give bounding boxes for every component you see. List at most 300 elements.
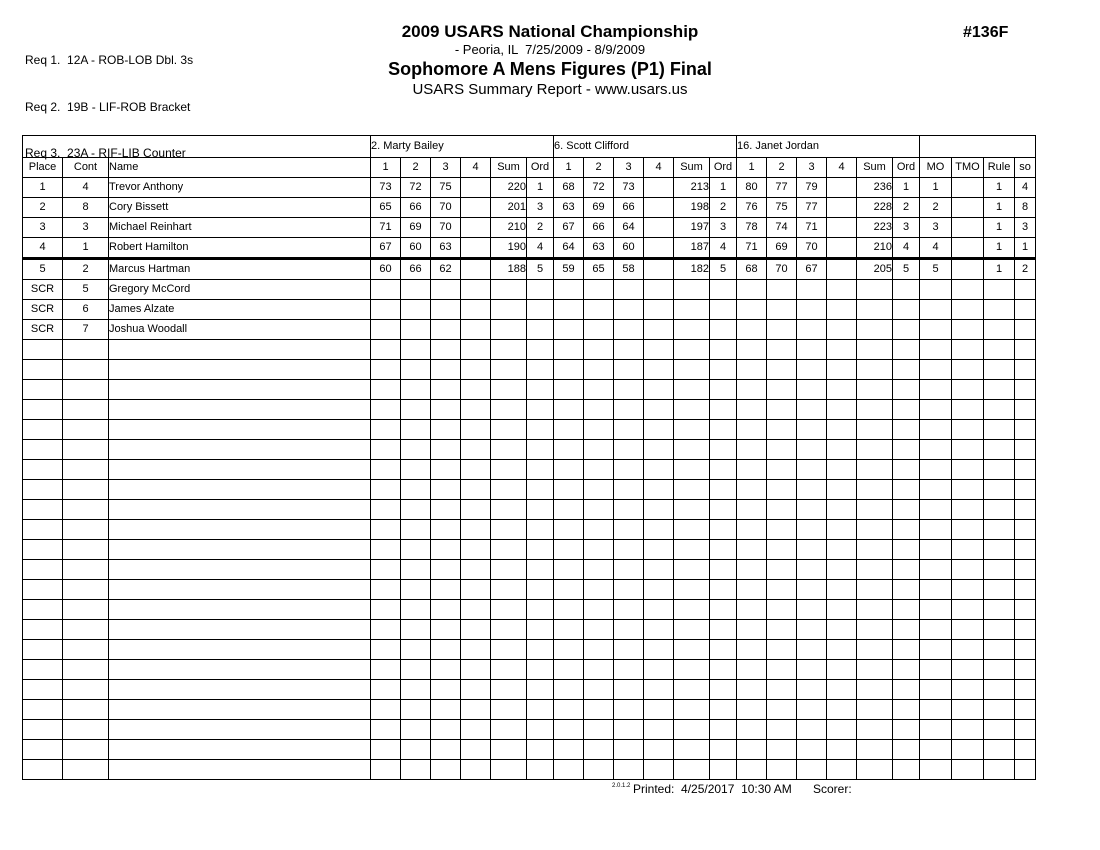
score-cell: 79: [797, 178, 827, 198]
score-cell: [737, 680, 767, 700]
sum-cell: [674, 320, 710, 340]
cont-cell: [63, 620, 109, 640]
sum-cell: [491, 600, 527, 620]
score-cell: [827, 480, 857, 500]
rule-header: Rule: [984, 158, 1015, 178]
score-col-header: 2: [767, 158, 797, 178]
rule-cell: [984, 620, 1015, 640]
place-cell: SCR: [23, 300, 63, 320]
score-cell: [614, 480, 644, 500]
score-cell: [461, 700, 491, 720]
mo-cell: [920, 760, 952, 780]
score-cell: [431, 660, 461, 680]
ord-cell: [527, 600, 554, 620]
score-cell: [461, 680, 491, 700]
sum-cell: 187: [674, 238, 710, 259]
score-cell: [614, 420, 644, 440]
score-cell: [737, 540, 767, 560]
score-cell: [737, 380, 767, 400]
score-cell: [644, 640, 674, 660]
score-cell: [737, 500, 767, 520]
name-cell: Gregory McCord: [109, 280, 371, 300]
score-cell: [584, 600, 614, 620]
sum-cell: [674, 300, 710, 320]
score-cell: [644, 740, 674, 760]
name-cell: Cory Bissett: [109, 198, 371, 218]
place-cell: [23, 480, 63, 500]
place-cell: [23, 440, 63, 460]
score-cell: [614, 300, 644, 320]
name-cell: [109, 720, 371, 740]
sum-cell: [491, 640, 527, 660]
ord-cell: [710, 720, 737, 740]
score-cell: [614, 760, 644, 780]
mo-cell: 2: [920, 198, 952, 218]
score-cell: [371, 420, 401, 440]
so-cell: 8: [1015, 198, 1036, 218]
ord-cell: [527, 340, 554, 360]
cont-cell: [63, 440, 109, 460]
sum-cell: [491, 460, 527, 480]
score-cell: [371, 700, 401, 720]
ord-cell: 2: [710, 198, 737, 218]
score-cell: [371, 480, 401, 500]
ord-cell: 5: [893, 259, 920, 280]
score-cell: [827, 700, 857, 720]
score-cell: [767, 600, 797, 620]
tmo-cell: [952, 640, 984, 660]
place-cell: [23, 740, 63, 760]
empty-row: [23, 460, 1036, 480]
score-cell: [371, 400, 401, 420]
score-cell: [644, 600, 674, 620]
score-col-header: 1: [554, 158, 584, 178]
empty-row: [23, 520, 1036, 540]
score-cell: [431, 620, 461, 640]
score-cell: [644, 198, 674, 218]
ord-cell: 4: [893, 238, 920, 259]
name-cell: [109, 740, 371, 760]
score-cell: [827, 259, 857, 280]
place-cell: [23, 460, 63, 480]
tmo-cell: [952, 680, 984, 700]
score-cell: [644, 540, 674, 560]
score-cell: [827, 320, 857, 340]
rule-cell: [984, 320, 1015, 340]
score-cell: [461, 460, 491, 480]
tmo-cell: [952, 520, 984, 540]
score-cell: 63: [554, 198, 584, 218]
score-cell: [797, 660, 827, 680]
sum-cell: [857, 400, 893, 420]
so-cell: [1015, 340, 1036, 360]
ord-cell: [893, 500, 920, 520]
score-cell: [797, 300, 827, 320]
score-cell: [767, 360, 797, 380]
so-cell: [1015, 280, 1036, 300]
ord-cell: [527, 420, 554, 440]
score-cell: [767, 280, 797, 300]
sum-cell: [857, 500, 893, 520]
score-cell: [584, 340, 614, 360]
sum-cell: 198: [674, 198, 710, 218]
sum-cell: 188: [491, 259, 527, 280]
cont-cell: 8: [63, 198, 109, 218]
score-cell: [797, 620, 827, 640]
empty-row: [23, 740, 1036, 760]
sum-header: Sum: [491, 158, 527, 178]
score-cell: [644, 660, 674, 680]
cont-cell: 5: [63, 280, 109, 300]
sum-cell: [674, 360, 710, 380]
name-cell: [109, 520, 371, 540]
sum-cell: 223: [857, 218, 893, 238]
score-cell: 69: [767, 238, 797, 259]
cont-cell: [63, 740, 109, 760]
sum-cell: [674, 700, 710, 720]
rule-cell: [984, 300, 1015, 320]
score-cell: [401, 680, 431, 700]
empty-row: [23, 620, 1036, 640]
tmo-cell: [952, 740, 984, 760]
score-cell: [461, 300, 491, 320]
scorer-label: Scorer:: [813, 782, 852, 796]
score-cell: [584, 460, 614, 480]
ord-cell: [710, 480, 737, 500]
tmo-cell: [952, 360, 984, 380]
score-cell: [554, 660, 584, 680]
judge-header-row: [23, 136, 1036, 158]
score-cell: 71: [371, 218, 401, 238]
name-cell: [109, 660, 371, 680]
tmo-cell: [952, 620, 984, 640]
score-cell: [827, 460, 857, 480]
score-cell: [461, 720, 491, 740]
ord-header: Ord: [527, 158, 554, 178]
title-block: [0, 22, 1100, 99]
score-cell: [827, 600, 857, 620]
sum-header: Sum: [674, 158, 710, 178]
ord-cell: [893, 600, 920, 620]
score-cell: [461, 760, 491, 780]
place-cell: 4: [23, 238, 63, 259]
ord-header: Ord: [710, 158, 737, 178]
cont-cell: [63, 540, 109, 560]
score-cell: [737, 320, 767, 340]
score-cell: [584, 280, 614, 300]
empty-row: [23, 540, 1036, 560]
score-cell: [461, 660, 491, 680]
score-cell: [401, 700, 431, 720]
sum-cell: [857, 740, 893, 760]
score-cell: [827, 340, 857, 360]
score-cell: 80: [737, 178, 767, 198]
rule-cell: [984, 660, 1015, 680]
result-row: [23, 300, 1036, 320]
score-cell: [431, 720, 461, 740]
ord-header: Ord: [893, 158, 920, 178]
score-cell: [644, 760, 674, 780]
score-cell: [431, 380, 461, 400]
place-cell: [23, 660, 63, 680]
so-cell: [1015, 440, 1036, 460]
rule-cell: 1: [984, 198, 1015, 218]
mo-cell: [920, 540, 952, 560]
ord-cell: [710, 460, 737, 480]
rule-cell: [984, 680, 1015, 700]
score-cell: 65: [584, 259, 614, 280]
so-cell: [1015, 520, 1036, 540]
tmo-cell: [952, 660, 984, 680]
sum-cell: [674, 400, 710, 420]
cont-cell: [63, 340, 109, 360]
name-cell: [109, 440, 371, 460]
score-cell: [797, 320, 827, 340]
score-cell: [371, 280, 401, 300]
empty-row: [23, 700, 1036, 720]
score-cell: 71: [797, 218, 827, 238]
tmo-cell: [952, 400, 984, 420]
score-cell: [584, 660, 614, 680]
score-cell: 74: [767, 218, 797, 238]
tmo-cell: [952, 500, 984, 520]
score-cell: [554, 280, 584, 300]
score-cell: [584, 380, 614, 400]
score-cell: [584, 500, 614, 520]
sum-cell: [674, 480, 710, 500]
ord-cell: 2: [893, 198, 920, 218]
score-cell: [644, 620, 674, 640]
ord-cell: [893, 740, 920, 760]
place-cell: 1: [23, 178, 63, 198]
sum-cell: [857, 720, 893, 740]
cont-cell: [63, 420, 109, 440]
score-cell: [797, 540, 827, 560]
mo-cell: [920, 280, 952, 300]
so-cell: [1015, 360, 1036, 380]
ord-cell: [893, 660, 920, 680]
so-cell: 2: [1015, 259, 1036, 280]
cont-cell: 7: [63, 320, 109, 340]
score-cell: [644, 178, 674, 198]
rule-cell: [984, 360, 1015, 380]
score-cell: 72: [401, 178, 431, 198]
ord-cell: [710, 560, 737, 580]
score-cell: [371, 560, 401, 580]
name-cell: [109, 400, 371, 420]
event-number: #136F: [963, 24, 1009, 41]
sum-cell: [857, 320, 893, 340]
score-cell: [401, 760, 431, 780]
ord-cell: 4: [710, 238, 737, 259]
cont-cell: [63, 460, 109, 480]
score-cell: [461, 198, 491, 218]
score-cell: [371, 300, 401, 320]
score-cell: [644, 720, 674, 740]
score-cell: [554, 460, 584, 480]
score-cell: [401, 600, 431, 620]
cont-header: Cont: [63, 158, 109, 178]
ord-cell: [710, 620, 737, 640]
ord-cell: [893, 380, 920, 400]
score-cell: [644, 340, 674, 360]
ord-cell: [893, 280, 920, 300]
score-cell: [431, 300, 461, 320]
score-cell: [461, 600, 491, 620]
ord-cell: 3: [527, 198, 554, 218]
score-cell: [827, 300, 857, 320]
score-cell: 70: [431, 198, 461, 218]
ord-cell: [710, 660, 737, 680]
rule-cell: 1: [984, 259, 1015, 280]
score-cell: [737, 340, 767, 360]
mo-cell: [920, 400, 952, 420]
score-cell: [371, 380, 401, 400]
sum-cell: [491, 620, 527, 640]
score-col-header: 2: [584, 158, 614, 178]
sum-cell: [857, 380, 893, 400]
sum-cell: 210: [491, 218, 527, 238]
score-cell: [584, 720, 614, 740]
mo-cell: [920, 640, 952, 660]
cont-cell: [63, 720, 109, 740]
score-cell: [554, 680, 584, 700]
score-cell: [401, 360, 431, 380]
tmo-cell: [952, 480, 984, 500]
score-cell: [401, 300, 431, 320]
score-cell: [827, 178, 857, 198]
score-cell: [431, 280, 461, 300]
score-cell: [554, 380, 584, 400]
judge-name-cell-1: 2. Marty Bailey: [371, 136, 554, 158]
score-cell: [431, 600, 461, 620]
score-cell: [797, 480, 827, 500]
sum-cell: [674, 640, 710, 660]
place-cell: [23, 400, 63, 420]
name-cell: [109, 640, 371, 660]
ord-cell: [893, 760, 920, 780]
sum-cell: [674, 580, 710, 600]
cont-cell: [63, 480, 109, 500]
score-cell: [431, 680, 461, 700]
mo-cell: [920, 660, 952, 680]
mo-cell: [920, 520, 952, 540]
report-title: USARS Summary Report - www.usars.us: [412, 81, 688, 98]
score-cell: [371, 500, 401, 520]
sum-cell: [674, 420, 710, 440]
ord-cell: [710, 500, 737, 520]
score-cell: [554, 620, 584, 640]
score-cell: [371, 660, 401, 680]
score-cell: [737, 300, 767, 320]
score-cell: [644, 400, 674, 420]
sum-cell: [491, 500, 527, 520]
rule-cell: 1: [984, 178, 1015, 198]
ord-cell: [893, 400, 920, 420]
cont-cell: [63, 600, 109, 620]
rule-cell: [984, 640, 1015, 660]
score-cell: [767, 680, 797, 700]
score-cell: [614, 440, 644, 460]
score-cell: [584, 360, 614, 380]
cont-cell: [63, 760, 109, 780]
sum-cell: [857, 280, 893, 300]
ord-cell: [710, 640, 737, 660]
score-cell: [554, 700, 584, 720]
name-cell: James Alzate: [109, 300, 371, 320]
sum-cell: [491, 720, 527, 740]
ord-cell: [893, 440, 920, 460]
so-cell: [1015, 600, 1036, 620]
sum-cell: [491, 480, 527, 500]
score-cell: [461, 580, 491, 600]
sum-cell: [857, 640, 893, 660]
printed-text: Printed: 4/25/2017 10:30 AM: [633, 782, 792, 796]
sum-cell: [674, 440, 710, 460]
score-cell: [431, 460, 461, 480]
result-row: [23, 259, 1036, 280]
sum-cell: [857, 680, 893, 700]
score-cell: [797, 560, 827, 580]
score-cell: [827, 280, 857, 300]
sum-cell: [674, 540, 710, 560]
tmo-header: TMO: [952, 158, 984, 178]
table-head: [23, 136, 1036, 178]
cont-cell: 4: [63, 178, 109, 198]
score-cell: [461, 620, 491, 640]
tmo-cell: [952, 320, 984, 340]
score-cell: [614, 380, 644, 400]
name-cell: [109, 460, 371, 480]
score-cell: [797, 420, 827, 440]
mo-cell: [920, 320, 952, 340]
score-cell: 60: [614, 238, 644, 259]
ord-cell: [527, 740, 554, 760]
score-cell: [461, 440, 491, 460]
place-cell: [23, 760, 63, 780]
sum-cell: [674, 500, 710, 520]
score-cell: [614, 680, 644, 700]
score-cell: [584, 540, 614, 560]
sum-cell: 220: [491, 178, 527, 198]
score-cell: [401, 540, 431, 560]
place-cell: [23, 340, 63, 360]
score-cell: 73: [614, 178, 644, 198]
score-cell: [554, 540, 584, 560]
score-col-header: 4: [644, 158, 674, 178]
score-cell: [614, 600, 644, 620]
so-cell: [1015, 460, 1036, 480]
tmo-cell: [952, 380, 984, 400]
sum-cell: [857, 520, 893, 540]
sum-cell: [674, 560, 710, 580]
score-cell: [767, 340, 797, 360]
score-cell: [554, 340, 584, 360]
rule-cell: [984, 520, 1015, 540]
score-cell: [371, 640, 401, 660]
score-cell: [371, 760, 401, 780]
score-cell: [371, 540, 401, 560]
name-cell: [109, 540, 371, 560]
so-cell: [1015, 640, 1036, 660]
score-cell: [827, 640, 857, 660]
score-cell: [554, 400, 584, 420]
ord-cell: [893, 580, 920, 600]
score-cell: [461, 340, 491, 360]
score-cell: [614, 640, 644, 660]
score-cell: 77: [797, 198, 827, 218]
mo-cell: [920, 360, 952, 380]
